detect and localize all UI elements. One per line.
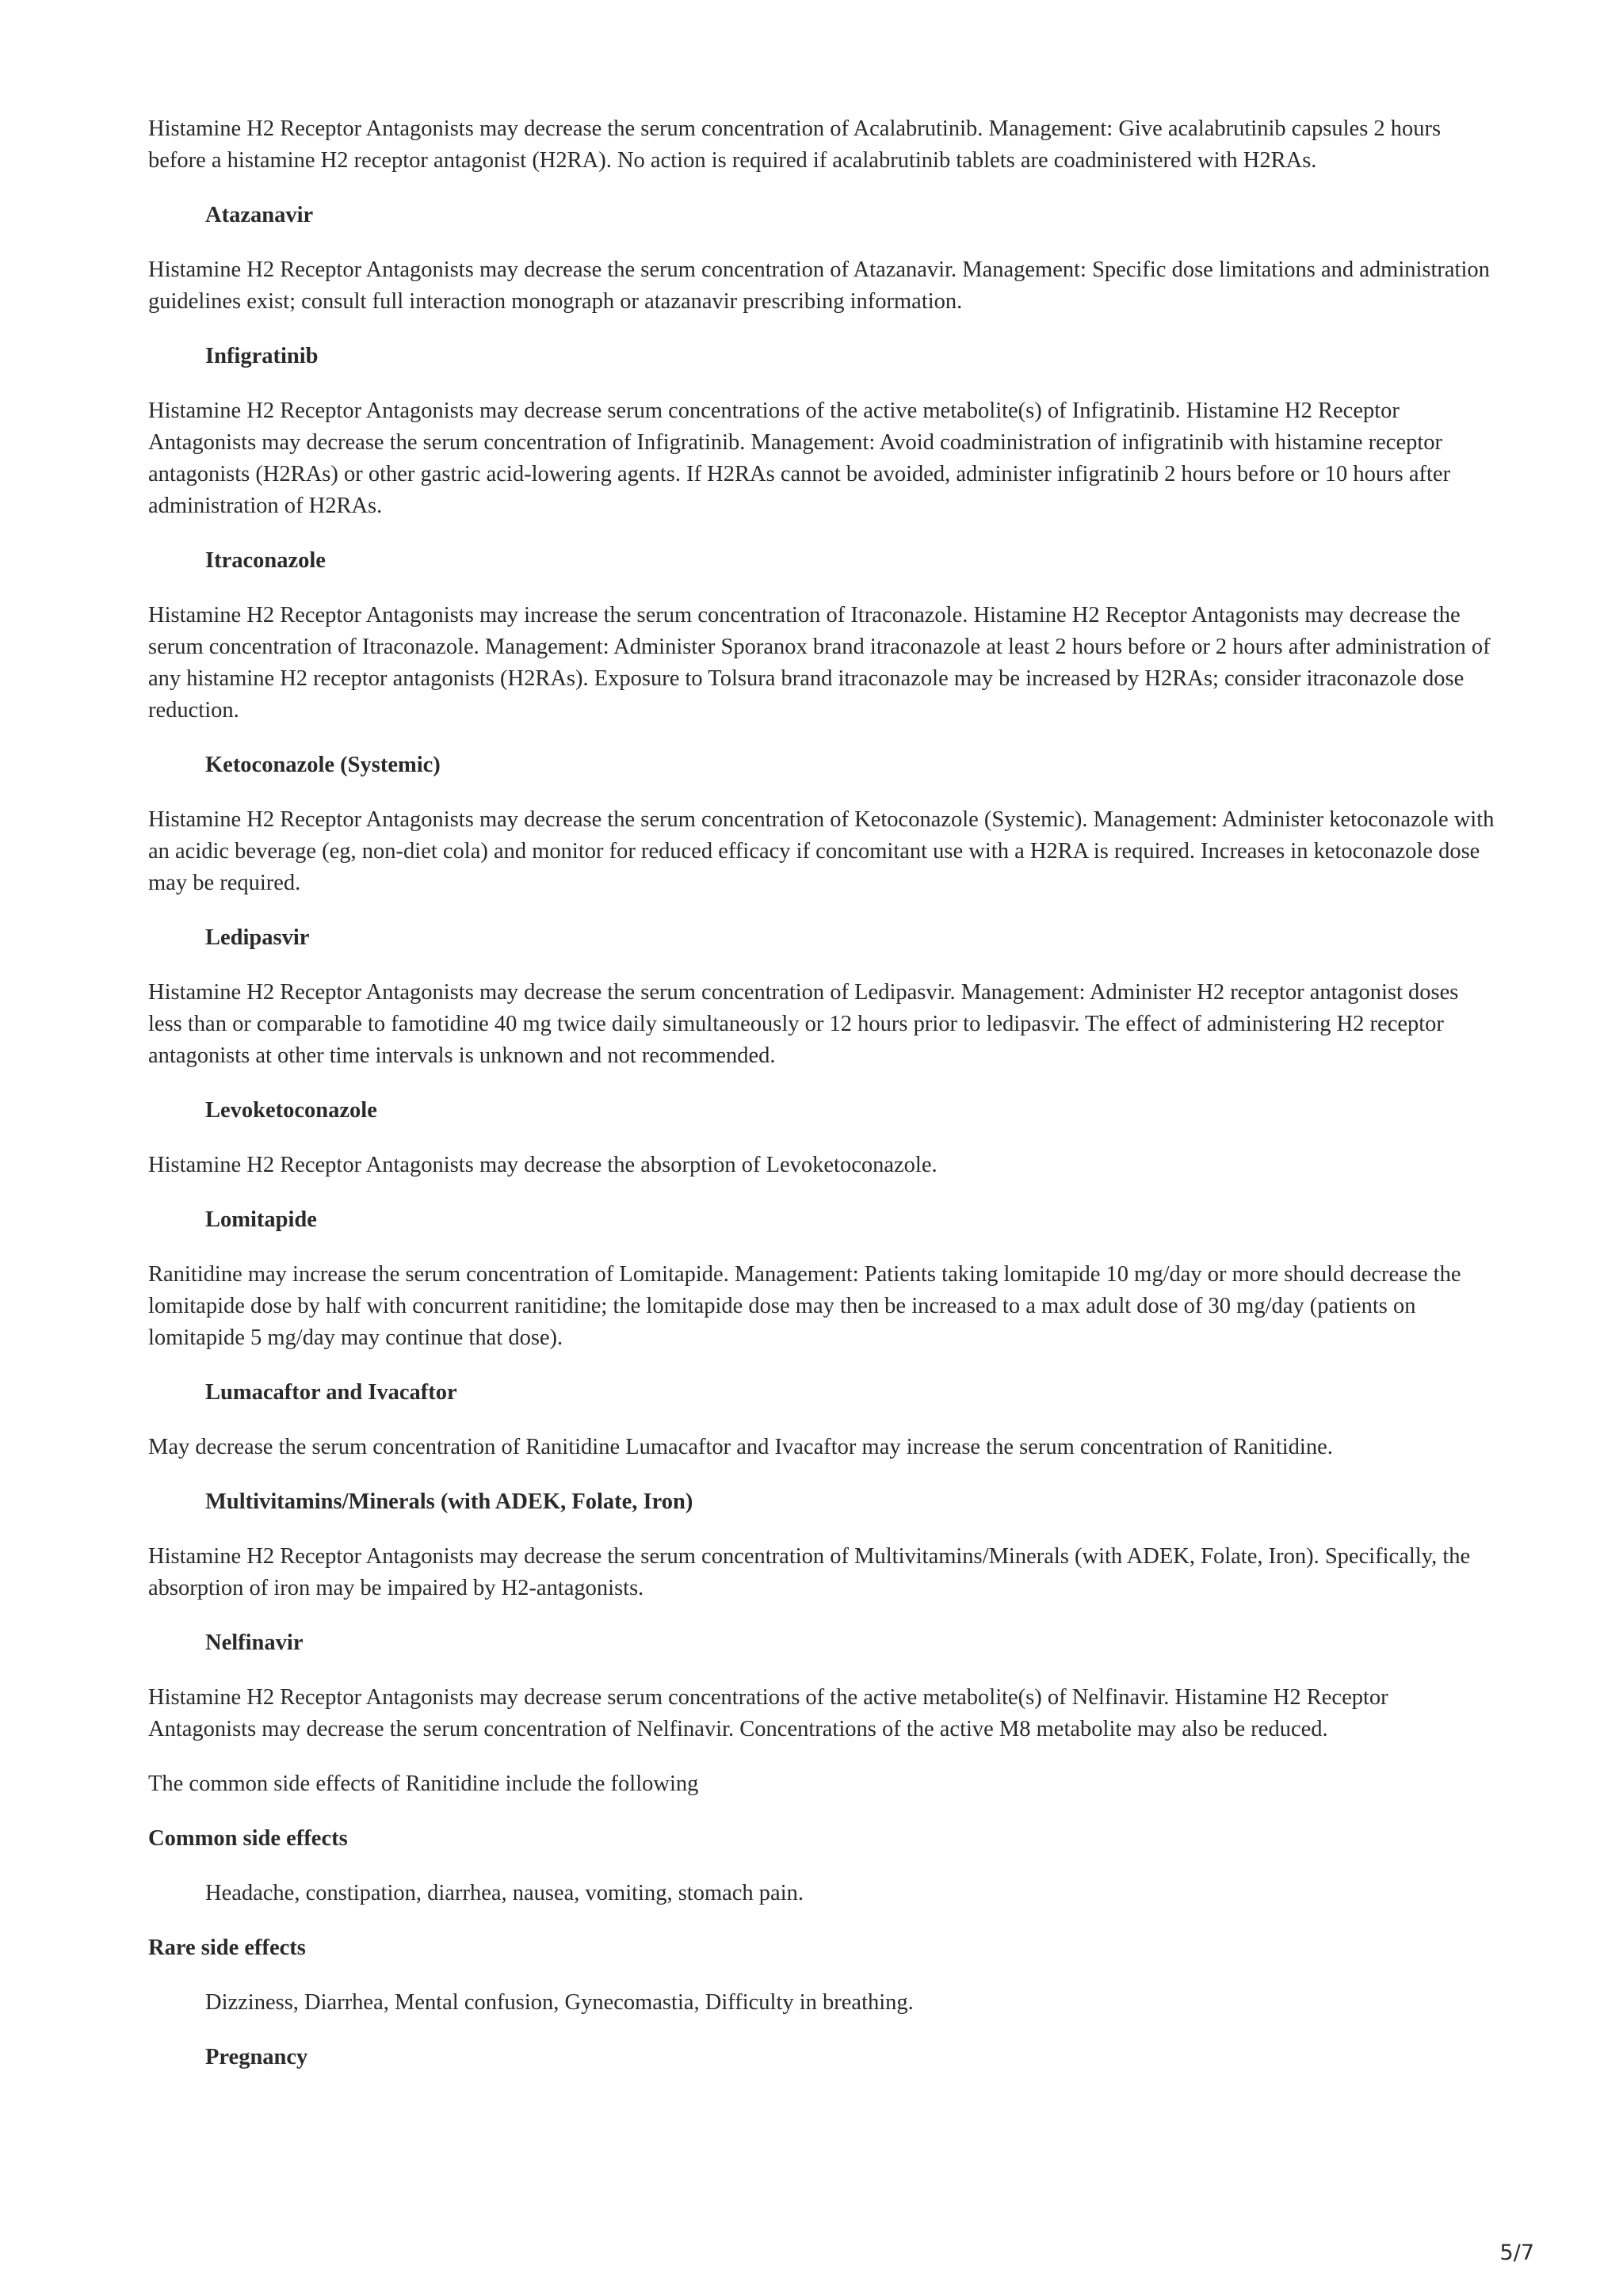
acalabrutinib-interaction-text: Histamine H2 Receptor Antagonists may decrease the serum concentration of Acalabrutinib. Management: Give acalabrutinib capsules 2 hours before a histamine H2 receptor antagonist (H2RA). No action is required if acalabrutinib tablets are coadministered with H2RAs. (148, 116, 1442, 173)
multivitamins-heading: Multivitamins/Minerals (with ADEK, Folate, Iron) (205, 1489, 693, 1514)
nelfinavir-interaction-text: Histamine H2 Receptor Antagonists may decrease serum concentrations of the active metabolite(s) of Nelfinavir. Histamine H2 Receptor Antagonists may decrease the serum concentration of Nelfinavir. Concentrations of the active M8 metabolite may also be reduced. (148, 1685, 1388, 1741)
infigratinib-heading: Infigratinib (205, 344, 319, 368)
itraconazole-heading: Itraconazole (205, 548, 326, 573)
side-effects-intro: The common side effects of Ranitidine include the following (148, 1772, 699, 1796)
lomitapide-interaction-text: Ranitidine may increase the serum concentration of Lomitapide. Management: Patients taking lomitapide 10 mg/day or more should decrease the lomitapide dose by half with concurrent ranitidine; the lomitapide dose may then be increased to a max adult dose of 30 mg/day (patients on lomitapide 5 mg/day may continue that dose). (148, 1262, 1461, 1350)
rare-side-effects-heading: Rare side effects (148, 1936, 306, 1960)
nelfinavir-heading: Nelfinavir (205, 1630, 304, 1655)
itraconazole-interaction-text: Histamine H2 Receptor Antagonists may increase the serum concentration of Itraconazole. Histamine H2 Receptor Antagonists may decrease the serum concentration of Itraconazole. Management: Administer Sporanox brand itraconazole at least 2 hours before or 2 hours after administration of any histamine H2 receptor antagonists (H2RAs). Exposure to Tolsura brand itraconazole may be increased by H2RAs; consider itraconazole dose reduction. (148, 603, 1491, 723)
common-side-effects-text: Headache, constipation, diarrhea, nausea, vomiting, stomach pain. (205, 1881, 804, 1905)
ketoconazole-interaction-text: Histamine H2 Receptor Antagonists may decrease the serum concentration of Ketoconazole (Systemic). Management: Administer ketoconazole with an acidic beverage (eg, non-diet cola) and monitor for reduced efficacy if concomitant use with a H2RA is required. Increases in ketoconazole dose may be required. (148, 807, 1495, 895)
page-number: 5/7 (1499, 2241, 1534, 2265)
document-content (148, 113, 1495, 2096)
multivitamins-interaction-text: Histamine H2 Receptor Antagonists may decrease the serum concentration of Multivitamins/Minerals (with ADEK, Folate, Iron). Specifically, the absorption of iron may be impaired by H2-antagonists. (148, 1544, 1471, 1600)
pregnancy-heading: Pregnancy (205, 2045, 308, 2069)
ketoconazole-heading: Ketoconazole (Systemic) (205, 753, 441, 777)
lomitapide-heading: Lomitapide (205, 1207, 317, 1232)
lumacaftor-ivacaftor-heading: Lumacaftor and Ivacaftor (205, 1380, 457, 1405)
common-side-effects-heading: Common side effects (148, 1826, 348, 1851)
ledipasvir-heading: Ledipasvir (205, 925, 310, 950)
atazanavir-interaction-text: Histamine H2 Receptor Antagonists may decrease the serum concentration of Atazanavir. Management: Specific dose limitations and administration guidelines exist; consult full interaction monograph or atazanavir prescribing information. (148, 257, 1490, 314)
lumacaftor-ivacaftor-interaction-text: May decrease the serum concentration of Ranitidine Lumacaftor and Ivacaftor may increase the serum concentration of Ranitidine. (148, 1435, 1333, 1459)
infigratinib-interaction-text: Histamine H2 Receptor Antagonists may decrease serum concentrations of the active metabolite(s) of Infigratinib. Histamine H2 Receptor Antagonists may decrease the serum concentration of Infigratinib. Management: Avoid coadministration of infigratinib with histamine receptor antagonists (H2RAs) or other gastric acid-lowering agents. If H2RAs cannot be avoided, administer infigratinib 2 hours before or 10 hours after administration of H2RAs. (148, 399, 1451, 518)
atazanavir-heading: Atazanavir (205, 203, 314, 227)
rare-side-effects-text: Dizziness, Diarrhea, Mental confusion, Gynecomastia, Difficulty in breathing. (205, 1990, 914, 2015)
levoketoconazole-interaction-text: Histamine H2 Receptor Antagonists may decrease the absorption of Levoketoconazole. (148, 1153, 938, 1177)
ledipasvir-interaction-text: Histamine H2 Receptor Antagonists may decrease the serum concentration of Ledipasvir. Management: Administer H2 receptor antagonist doses less than or comparable to famotidine 40 mg twice daily simultaneously or 12 hours prior to ledipasvir. The effect of administering H2 receptor antagonists at other time intervals is unknown and not recommended. (148, 980, 1459, 1068)
levoketoconazole-heading: Levoketoconazole (205, 1098, 377, 1123)
